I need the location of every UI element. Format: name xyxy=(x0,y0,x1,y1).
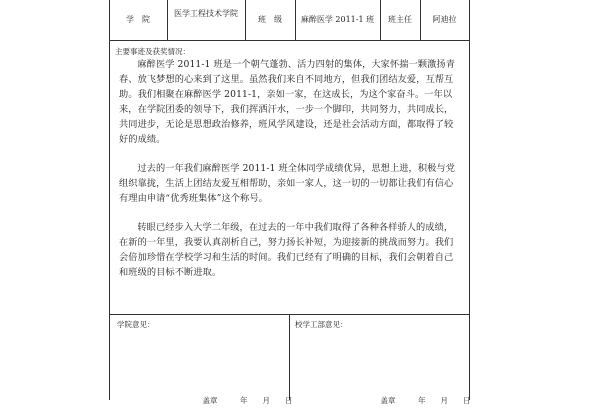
college-seal: 盖章 xyxy=(202,396,218,405)
college-value: 医学工程技术学院 xyxy=(174,9,238,18)
narrative-paragraph-1: 麻醉医学 2011-1 班是一个朝气蓬勃、活力四射的集体，大家怀揣一颗激扬青春、放飞梦想的心来到了这里。虽然我们来自不同地方，但我们团结友爱，互帮互助。我们相聚在麻醉医学 2011-1，亲如一家，在这成长，为这个家奋斗。一年以来，在学院团委的领导下，我们挥洒汗水，一步一个脚印，共同努力，共同成长，共同进步，无论是思想政治修养，班风学风建设，还是社会活动方面，都取得了较好的成绩。 xyxy=(119,59,455,145)
border-left xyxy=(109,0,110,400)
header-divider-1 xyxy=(167,0,168,40)
college-year: 年 xyxy=(240,396,248,405)
teacher-value: 阿迪拉 xyxy=(432,15,457,24)
class-value: 麻醉医学 2011-1 班 xyxy=(300,15,375,24)
border-right xyxy=(469,0,470,400)
class-label: 班 级 xyxy=(258,15,282,24)
header-bottom-line xyxy=(109,40,470,41)
school-month: 月 xyxy=(440,396,449,405)
college-day: 日 xyxy=(285,396,293,405)
school-year: 年 xyxy=(418,396,426,405)
college-month: 月 xyxy=(262,396,271,405)
college-label: 学 院 xyxy=(126,15,150,24)
application-form xyxy=(109,0,471,405)
school-day: 日 xyxy=(463,396,471,405)
college-opinion-label: 学院意见： xyxy=(117,320,155,329)
narrative-paragraph-3: 转眼已经步入大学二年级，在过去的一年中我们取得了各种各样骄人的成绩，在新的一年里，我要认真剖析自己，努力扬长补短，为迎接新的挑战而努力。我们会倍加珍惜在学校学习和生活的时间。我们已经有了明确的目标，我们会朝着自己和班级的目标不断进取。 xyxy=(119,222,454,278)
school-signature-line xyxy=(371,386,471,415)
school-opinion-label: 校学工部意见： xyxy=(295,320,348,329)
teacher-label: 班主任 xyxy=(388,15,412,24)
narrative-body xyxy=(119,57,456,280)
narrative-paragraph-2: 过去的一年我们麻醉医学 2011-1 班全体同学成绩优异，思想上进，积极与党组织靠拢，生活上团结友爱互相帮助，亲如一家人，这一切的一切都让我们有信心有理由申请“优秀班集体”这个称号。 xyxy=(119,163,455,204)
narrative-heading: 主要事迹及获奖情况： xyxy=(115,47,190,56)
school-seal: 盖章 xyxy=(380,396,396,405)
college-signature-line xyxy=(193,386,293,415)
